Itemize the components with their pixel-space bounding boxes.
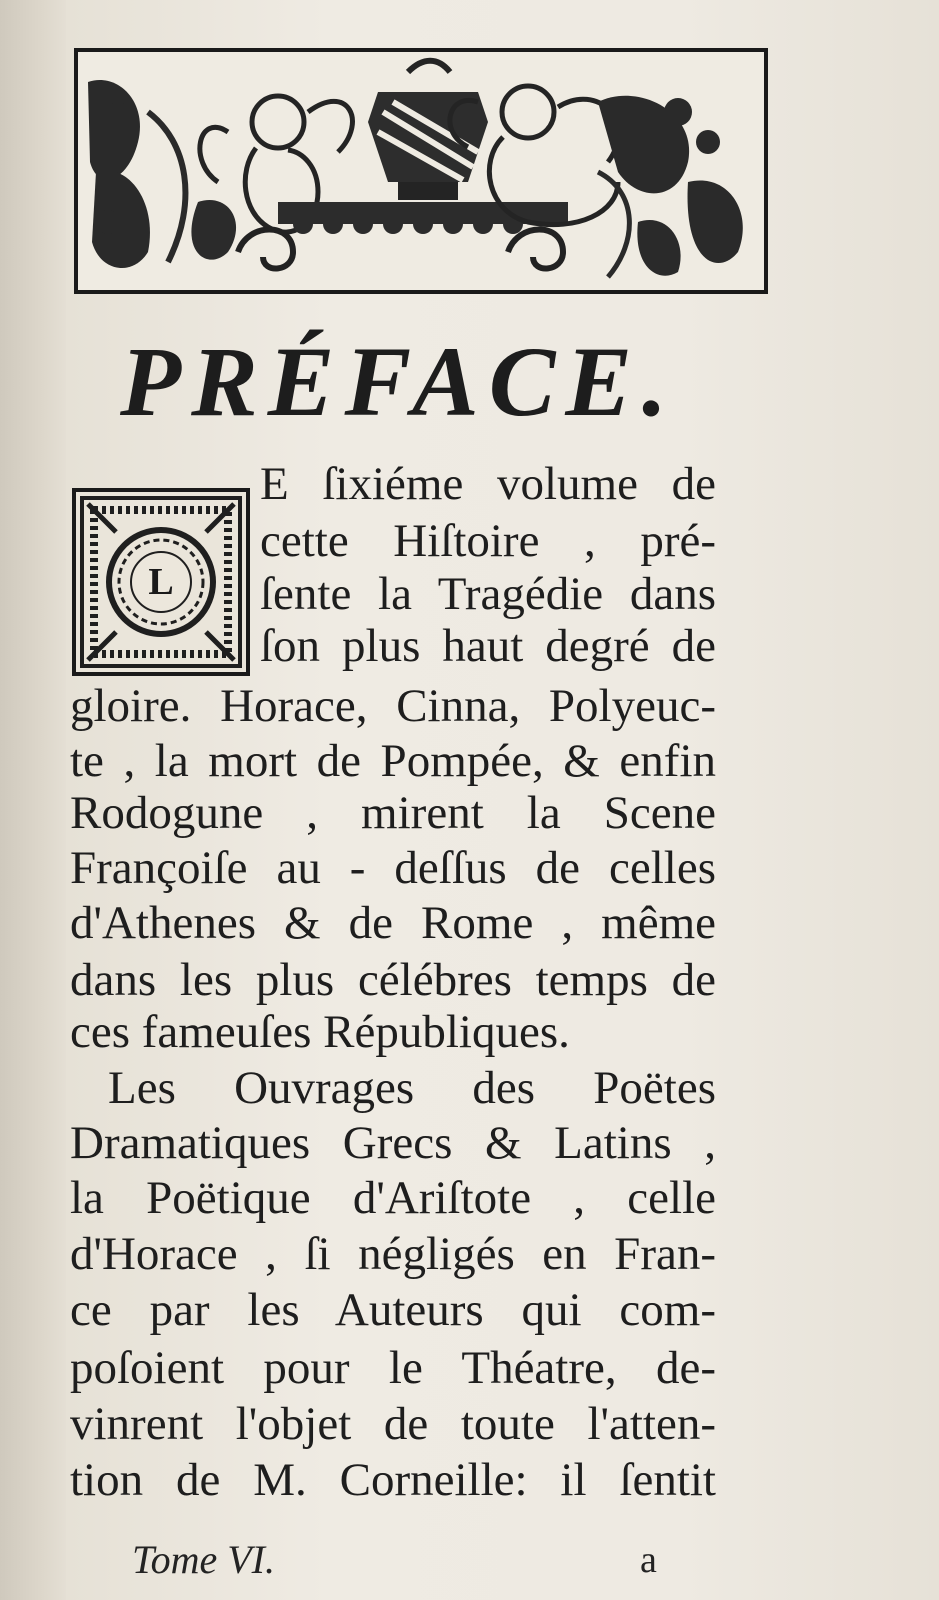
decorated-initial <box>72 488 250 676</box>
text-line: Les Ouvrages des Poëtes <box>108 1062 716 1114</box>
text-line: vinrent l'objet de toute l'atten- <box>70 1398 716 1450</box>
text-line: d'Horace , ſi négligés en Fran- <box>70 1228 716 1280</box>
text-line: Dramatiques Grecs & Latins , <box>70 1117 716 1169</box>
text-line: E ſixiéme volume de <box>260 458 716 510</box>
volume-signature: Tome VI. <box>132 1537 275 1582</box>
page-title: PRÉFACE. <box>120 326 678 437</box>
text-line: ce par les Auteurs qui com- <box>70 1284 716 1336</box>
text-line: tion de M. Corneille: il ſentit <box>70 1454 716 1506</box>
text-line: poſoient pour le Théatre, de- <box>70 1342 716 1394</box>
initial-letter: L <box>148 561 174 603</box>
text-line: Rodogune , mirent la Scene <box>70 787 716 839</box>
text-line: d'Athenes & de Rome , même <box>70 897 716 949</box>
text-line: cette Hiſtoire , pré- <box>260 515 716 567</box>
headpiece-engraving-image <box>78 52 764 290</box>
text-line: gloire. Horace, Cinna, Polyeuc- <box>70 680 716 732</box>
text-line: la Poëtique d'Ariſtote , celle <box>70 1172 716 1224</box>
signature-mark: a <box>640 1539 657 1581</box>
text-line: ces fameuſes Républiques. <box>70 1006 570 1058</box>
text-line: dans les plus célébres temps de <box>70 954 716 1006</box>
text-line: Françoiſe au - deſſus de celles <box>70 842 716 894</box>
text-line: ſon plus haut degré de <box>260 620 716 672</box>
text-line: ſente la Tragédie dans <box>260 568 716 620</box>
ornamental-headpiece <box>74 48 768 294</box>
text-line: te , la mort de Pompée, & enfin <box>70 735 716 787</box>
